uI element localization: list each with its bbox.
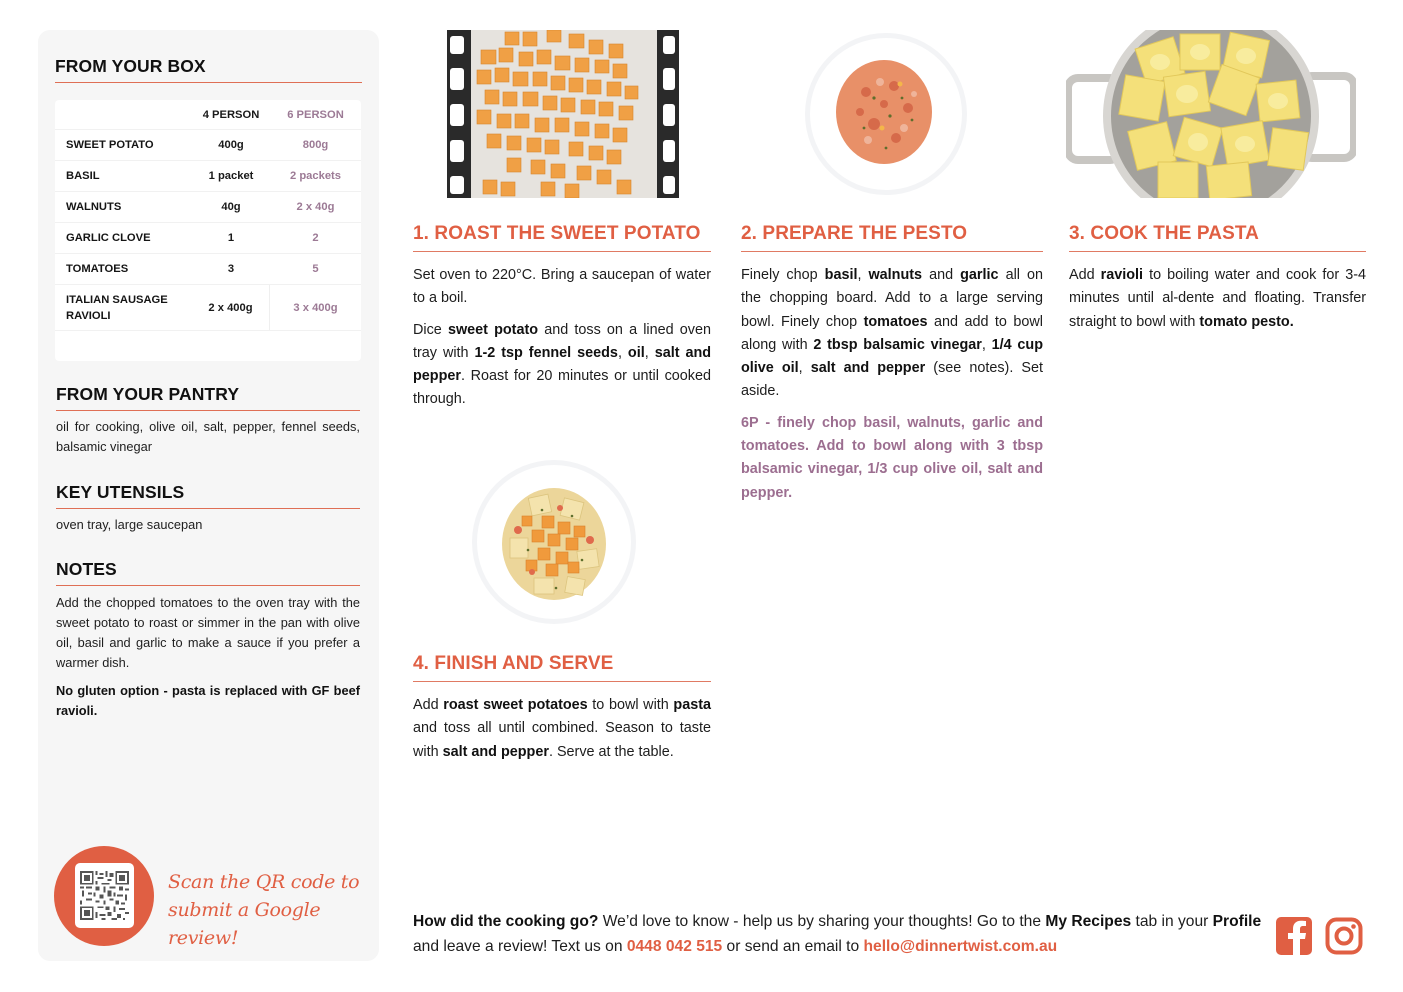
- step-4-photo: [472, 460, 637, 625]
- instruction-text: ,: [981, 336, 992, 353]
- qty-4-person: 3: [227, 263, 235, 275]
- my-recipes-link[interactable]: My Recipes: [1045, 913, 1132, 930]
- feedback-footer: [413, 909, 1263, 959]
- qty-4-person: 1: [227, 232, 235, 244]
- from-your-box-heading: FROM YOUR BOX: [55, 56, 362, 83]
- footer-text-1: We’d love to know - help us by sharing your thoughts! Go to the: [598, 913, 1046, 930]
- qty-6-person: 800g: [302, 139, 329, 151]
- from-your-pantry-heading: FROM YOUR PANTRY: [56, 384, 360, 411]
- instagram-link[interactable]: [1325, 917, 1363, 955]
- notes-heading: NOTES: [56, 559, 360, 586]
- table-row: [55, 223, 361, 254]
- phone-link[interactable]: 0448 042 515: [626, 938, 723, 955]
- step-paragraph: [413, 264, 711, 311]
- qr-caption: [168, 868, 368, 952]
- ingredient-name: TOMATOES: [66, 263, 129, 275]
- step-4-body: [413, 694, 711, 764]
- bold-ingredient: ravioli: [1100, 267, 1144, 283]
- ingredient-name: BASIL: [66, 170, 100, 182]
- instruction-text: and toss all until combined. Season to taste with: [413, 720, 711, 760]
- instruction-text: Finely chop: [741, 267, 825, 283]
- bold-ingredient: salt and pepper: [442, 743, 549, 760]
- footer-text-2: tab in your: [1131, 913, 1213, 930]
- step-1-title: 1. ROAST THE SWEET POTATO: [413, 223, 711, 252]
- qr-card[interactable]: [75, 863, 134, 928]
- bold-ingredient: salt and pepper: [810, 360, 926, 377]
- table-header-row: [55, 100, 361, 130]
- qty-6-person: 3 x 400g: [293, 301, 338, 314]
- qty-4-person: 1 packet: [208, 170, 254, 182]
- step-3-body: [1069, 264, 1366, 334]
- qty-4-person: 2 x 400g: [192, 285, 270, 330]
- bold-ingredient: 1/4 cup olive oil: [741, 336, 1043, 377]
- step-2-title: 2. PREPARE THE PESTO: [741, 223, 1043, 252]
- ingredients-sidebar: [38, 30, 379, 961]
- utensils-text: oven tray, large saucepan: [56, 517, 203, 532]
- bold-ingredient: roast sweet potatoes: [443, 697, 588, 713]
- ingredient-name: ITALIAN SAUSAGE RAVIOLI: [66, 293, 168, 322]
- bold-ingredient: pasta: [673, 697, 711, 713]
- bold-ingredient: salt and pepper: [413, 344, 712, 385]
- table-row: [55, 285, 361, 331]
- instruction-text: . Serve at the table.: [548, 743, 674, 760]
- step-paragraph: [1069, 264, 1366, 334]
- footer-text-4: or send an email to: [722, 938, 864, 955]
- bold-ingredient: garlic: [960, 267, 999, 283]
- step-1-body: [413, 264, 711, 412]
- step-3-title: 3. COOK THE PASTA: [1069, 223, 1366, 252]
- instruction-text: Add: [413, 697, 444, 713]
- bold-ingredient: 2 tbsp balsamic vinegar: [813, 336, 982, 353]
- instruction-text: . Roast for 20 minutes or until cooked through.: [413, 368, 711, 408]
- profile-link[interactable]: Profile: [1212, 913, 1262, 930]
- step-paragraph: [741, 264, 1043, 404]
- qr-caption-line-2: submit a Google review!: [168, 899, 321, 949]
- instruction-text: to boiling water and cook for 3-4 minutes until al-dente and floating. Transfer straight to bowl with: [1069, 267, 1366, 330]
- bold-ingredient: oil: [627, 344, 645, 361]
- step-paragraph: [413, 694, 711, 764]
- qty-6-person: 2 x 40g: [296, 201, 335, 213]
- qr-code-icon[interactable]: [80, 868, 129, 923]
- step-2: [741, 223, 1043, 513]
- key-utensils-heading: KEY UTENSILS: [56, 482, 360, 509]
- email-link[interactable]: hello@dinnertwist.com.au: [863, 938, 1058, 955]
- column-header-6-person: 6 PERSON: [287, 108, 344, 121]
- qr-caption-line-1: Scan the QR code to: [168, 871, 360, 893]
- instruction-text: to bowl with: [587, 697, 674, 713]
- instruction-text: all on the chopping board. Add to a large serving bowl. Finely chop: [741, 267, 1044, 330]
- instruction-text: and: [922, 267, 961, 283]
- ingredient-name: WALNUTS: [66, 201, 122, 213]
- ravioli-pot-image: [1066, 30, 1356, 198]
- instruction-text: and toss on a lined oven tray with: [413, 321, 711, 361]
- instruction-text: Dice: [413, 321, 448, 338]
- instruction-text: ,: [798, 360, 811, 377]
- step-1: [413, 223, 711, 420]
- table-row: [55, 161, 361, 192]
- step-1-photo: [447, 30, 679, 198]
- step-2-body: [741, 264, 1043, 404]
- bold-ingredient: basil: [824, 267, 858, 283]
- ingredient-name: GARLIC CLOVE: [66, 232, 151, 244]
- step-paragraph: [413, 319, 711, 412]
- no-gluten-note: No gluten option - pasta is replaced with GF beef ravioli.: [56, 683, 360, 718]
- bold-ingredient: walnuts: [868, 267, 923, 283]
- instruction-text: ,: [644, 344, 655, 361]
- step-4: [413, 653, 711, 772]
- feedback-question: How did the cooking go?: [413, 913, 599, 930]
- qty-6-person: 5: [312, 263, 319, 275]
- qr-badge: [54, 846, 154, 946]
- instruction-text: ,: [617, 344, 628, 361]
- table-row: [55, 192, 361, 223]
- instruction-text: Add: [1069, 267, 1101, 283]
- instagram-icon: [1325, 917, 1363, 955]
- instruction-text: and add to bowl along with: [741, 313, 1043, 353]
- six-person-note: 6P - finely chop basil, walnuts, garlic and tomatoes. Add to bowl along with 3 tbsp balsamic vinegar, 1/3 cup olive oil, salt and pepper.: [741, 414, 1043, 501]
- table-row: [55, 130, 361, 161]
- step-4-title: 4. FINISH AND SERVE: [413, 653, 711, 682]
- step-3-photo: [1066, 30, 1356, 198]
- step-2-6p-body: [741, 412, 1043, 505]
- qty-4-person: 40g: [221, 201, 241, 213]
- pantry-items-text: oil for cooking, olive oil, salt, pepper, fennel seeds, balsamic vinegar: [56, 419, 360, 454]
- footer-text-3: and leave a review! Text us on: [413, 938, 627, 955]
- sweet-potato-tray-image: [447, 30, 679, 198]
- instruction-text: (see notes). Set aside.: [741, 360, 1043, 400]
- column-header-4-person: 4 PERSON: [202, 108, 260, 121]
- step-2-photo: [804, 32, 968, 196]
- facebook-icon: [1276, 917, 1312, 955]
- ingredients-table: [55, 100, 361, 361]
- facebook-link[interactable]: [1276, 917, 1312, 955]
- pesto-bowl-image: [804, 32, 968, 196]
- finished-dish-image: [472, 460, 637, 625]
- bold-ingredient: sweet potato: [447, 321, 539, 338]
- qty-6-person: 2 packets: [290, 170, 341, 182]
- ingredient-name: SWEET POTATO: [66, 139, 154, 151]
- instruction-text: Set oven to 220°C. Bring a saucepan of water to a boil.: [413, 267, 711, 307]
- bold-ingredient: 1-2 tsp fennel seeds: [474, 344, 618, 361]
- instruction-text: ,: [857, 267, 869, 283]
- qty-6-person: 2: [312, 232, 319, 244]
- table-row: [55, 254, 361, 285]
- bold-ingredient: tomato pesto.: [1199, 313, 1294, 330]
- qty-4-person: 400g: [218, 139, 244, 151]
- notes-text: Add the chopped tomatoes to the oven tray with the sweet potato to roast or simmer in the pan with olive oil, basil and garlic to make a sauce if you prefer a warmer dish.: [56, 595, 360, 670]
- bold-ingredient: tomatoes: [863, 313, 928, 330]
- step-3: [1069, 223, 1366, 342]
